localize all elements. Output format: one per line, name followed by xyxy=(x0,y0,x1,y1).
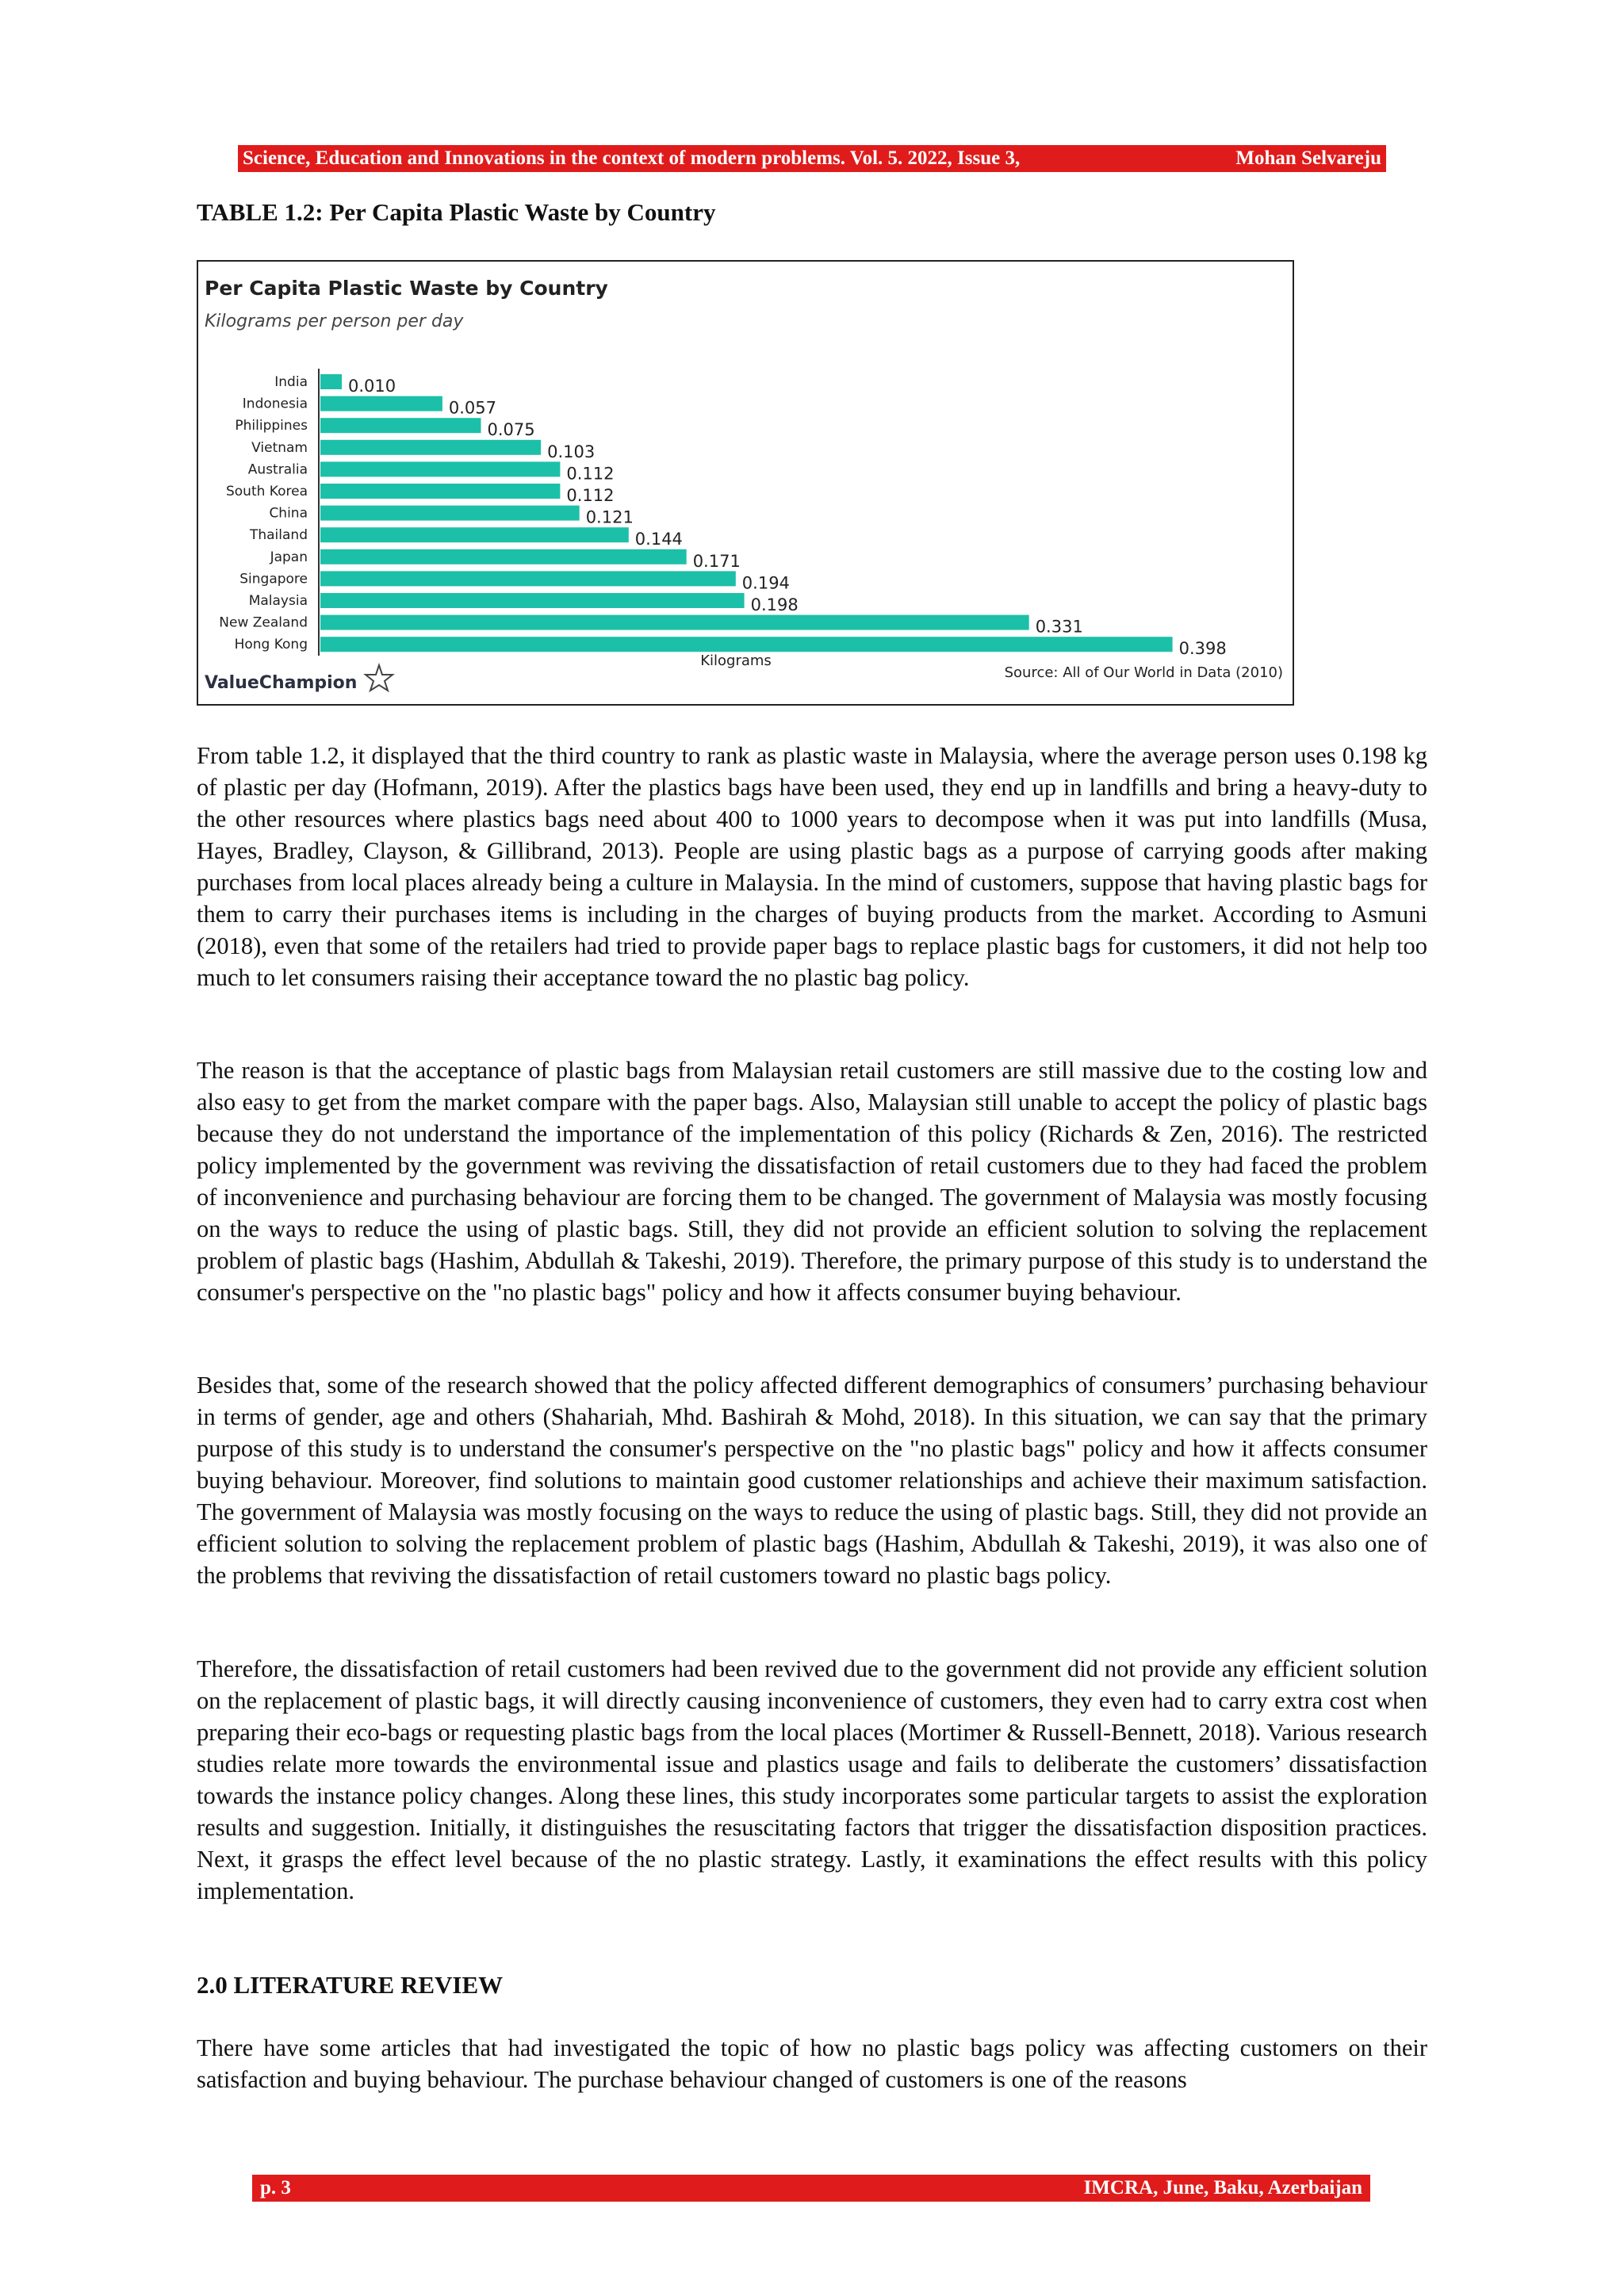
value-label: 0.112 xyxy=(566,464,615,484)
category-label: China xyxy=(269,505,308,522)
bar xyxy=(320,506,580,521)
table-caption: TABLE 1.2: Per Capita Plastic Waste by Country xyxy=(197,198,716,226)
bar xyxy=(320,549,687,564)
value-label: 0.198 xyxy=(750,595,799,614)
paragraph-3: Besides that, some of the research showed that the policy affected different demographics of consumers’ purchasing behaviour in terms of gender, age and others (Shahariah, Mhd. Bashirah & Mohd, 2018). In this situation, we can say that the primary purpose of this study is to understand the consumer's perspective on the "no plastic bags" policy and how it affects consumer buying behaviour. Moreover, find solutions to maintain good customer relationships and achieve their maximum satisfaction. The government of Malaysia was mostly focusing on the ways to reduce the using of plastic bags. Still, they did not provide an efficient solution to solving the replacement problem of plastic bags (Hashim, Abdullah & Takeshi, 2019), it was also one of the problems that reviving the dissatisfaction of retail customers toward no plastic bags policy. xyxy=(197,1372,1427,1589)
category-label: Malaysia xyxy=(248,593,308,609)
value-label: 0.112 xyxy=(566,486,615,505)
bar-chart xyxy=(198,262,1293,704)
value-label: 0.331 xyxy=(1035,617,1083,637)
category-label: Singapore xyxy=(239,571,308,587)
value-label: 0.010 xyxy=(348,377,396,396)
value-label: 0.194 xyxy=(741,573,790,593)
footer-conference: IMCRA, June, Baku, Azerbaijan xyxy=(1083,2177,1362,2198)
bar xyxy=(320,527,629,542)
value-label: 0.075 xyxy=(487,420,535,440)
value-label: 0.103 xyxy=(547,442,596,461)
bar xyxy=(320,396,442,411)
value-label: 0.171 xyxy=(692,551,741,571)
category-label: Japan xyxy=(270,549,308,565)
running-header xyxy=(238,145,1386,172)
category-label: Hong Kong xyxy=(234,637,308,653)
bar xyxy=(320,374,342,389)
brand-logo-text: ValueChampion xyxy=(205,673,358,693)
bar xyxy=(320,571,736,586)
bar xyxy=(320,593,745,608)
category-label: New Zealand xyxy=(219,614,308,631)
header-journal: Science, Education and Innovations in the context of modern problems. Vol. 5. 2022, Issue 3, xyxy=(243,147,1021,169)
bar xyxy=(320,615,1029,630)
x-axis-label: Kilograms xyxy=(700,652,772,669)
category-label: India xyxy=(274,374,308,390)
value-label: 0.144 xyxy=(634,530,683,549)
section-heading: 2.0 LITERATURE REVIEW xyxy=(197,1971,504,1999)
category-label: Australia xyxy=(247,461,308,478)
paragraph-4: Therefore, the dissatisfaction of retail customers had been revived due to the government did not provide any efficient solution on the replacement of plastic bags, it will directly causing inconvenience of customers, they even had to carry extra cost when preparing their eco-bags or requesting plastic bags from the local places (Mortimer & Russell-Bennett, 2018). Various research studies relate more towards the environmental issue and plastics usage and fails to deliberate the customers’ dissatisfaction towards the instance policy changes. Along these lines, this study incorporates some particular targets to assist the exploration results and suggestion. Initially, it distinguishes the resuscitating factors that trigger the dissatisfaction disposition practices. Next, it grasps the effect level because of the no plastic strategy. Lastly, it examinations the effect results with this policy implementation. xyxy=(197,1655,1427,1904)
paragraph-2: The reason is that the acceptance of plastic bags from Malaysian retail customers are still massive due to the costing low and also easy to get from the market compare with the paper bags. Also, Malaysian still unable to accept the policy of plastic bags because they do not understand the importance of the implementation of this policy (Richards & Zen, 2016). The restricted policy implemented by the government was reviving the dissatisfaction of retail customers due to they had faced the problem of inconvenience and purchasing behaviour are forcing them to be changed. The government of Malaysia was mostly focusing on the ways to reduce the using of plastic bags. Still, they did not provide an efficient solution to solving the replacement problem of plastic bags (Hashim, Abdullah & Takeshi, 2019). Therefore, the primary purpose of this study is to understand the consumer's perspective on the "no plastic bags" policy and how it affects consumer buying behaviour. xyxy=(197,1057,1427,1306)
page-number: p. 3 xyxy=(260,2177,291,2198)
category-label: Philippines xyxy=(235,418,308,434)
bar xyxy=(320,440,541,455)
value-label: 0.398 xyxy=(1178,639,1227,659)
chart-title: Per Capita Plastic Waste by Country xyxy=(205,277,608,300)
category-label: Indonesia xyxy=(242,396,308,412)
category-label: Thailand xyxy=(249,527,308,544)
bar xyxy=(320,461,560,476)
value-label: 0.121 xyxy=(585,507,634,527)
category-label: Vietnam xyxy=(251,439,308,456)
chart-subtitle: Kilograms per person per day xyxy=(205,312,464,331)
header-author: Mohan Selvareju xyxy=(1235,147,1381,169)
running-footer xyxy=(252,2175,1370,2202)
paragraph-1: From table 1.2, it displayed that the third country to rank as plastic waste in Malaysia, where the average person uses 0.198 kg of plastic per day (Hofmann, 2019). After the plastics bags have been used, they end up in landfills and bring a heavy-duty to the other resources where plastics bags need about 400 to 1000 years to decompose when it was put into landfills (Musa, Hayes, Bradley, Clayson, & Gillibrand, 2013). People are using plastic bags as a purpose of carrying goods after making purchases from local places already being a culture in Malaysia. In the mind of customers, suppose that having plastic bags for them to carry their purchases items is including in the charges of buying products from the market. According to Asmuni (2018), even that some of the retailers had tried to provide paper bags to replace plastic bags for customers, it did not help too much to let consumers raising their acceptance toward the no plastic bag policy. xyxy=(197,742,1427,991)
bar xyxy=(320,484,560,499)
paragraph-5: There have some articles that had investigated the topic of how no plastic bags policy was affecting customers on their satisfaction and buying behaviour. The purchase behaviour changed of customers is one of the reasons xyxy=(197,2034,1427,2093)
star-icon xyxy=(366,665,393,691)
value-label: 0.057 xyxy=(448,398,497,418)
chart-figure xyxy=(197,260,1294,706)
bar xyxy=(320,418,481,433)
chart-source: Source: All of Our World in Data (2010) xyxy=(1004,664,1283,681)
category-label: South Korea xyxy=(225,484,308,499)
bar xyxy=(320,637,1173,652)
